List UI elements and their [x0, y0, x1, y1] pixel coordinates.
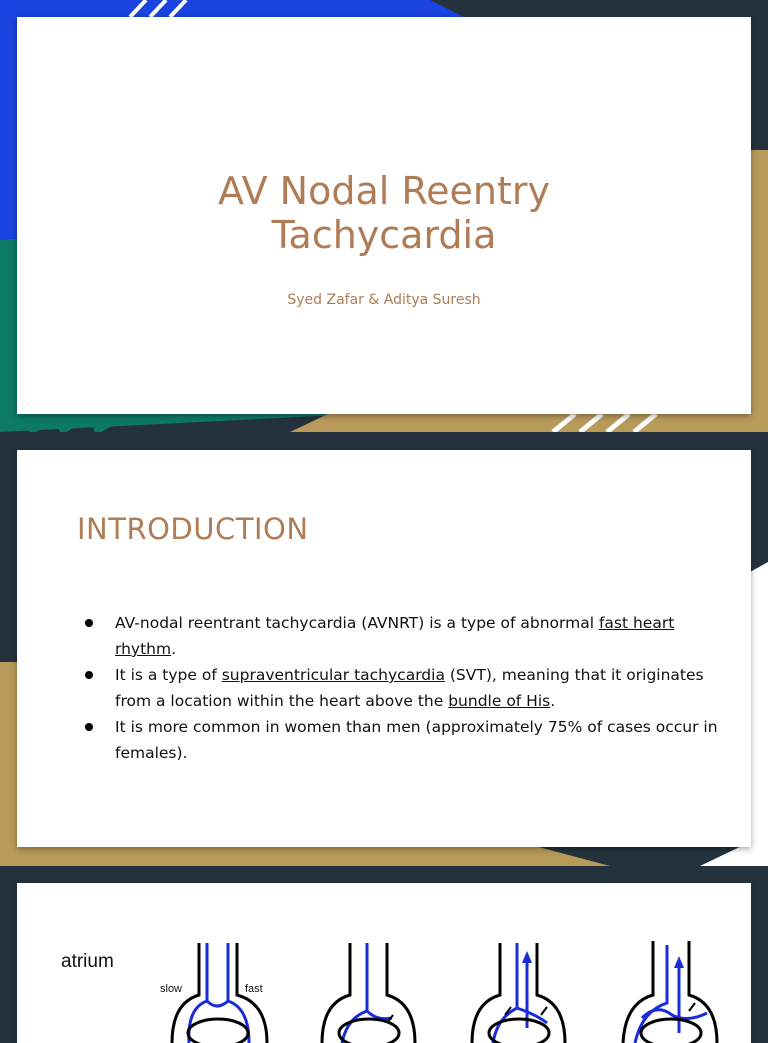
authors-subtitle: Syed Zafar & Aditya Suresh [287, 292, 481, 308]
bullet-item [79, 714, 729, 766]
presentation-title [17, 169, 751, 257]
pathway-panel-2 [322, 943, 415, 1043]
bullet-text: It is a type of [115, 666, 222, 684]
bullet-text: It is more common in women than men (approximately 75% of cases occur in females). [115, 718, 718, 762]
pathway-panel-1 [172, 943, 267, 1043]
bullet-text-middle: (SVT), meaning that it originates from a location within the heart above the [115, 666, 704, 710]
supraventricular-tachycardia-link[interactable]: supraventricular tachycardia [221, 666, 445, 684]
bullet-text: AV-nodal reentrant tachycardia (AVNRT) is a type of abnormal [115, 614, 599, 632]
title-line-1: AV Nodal Reentry [218, 169, 550, 213]
bullet-text-end: . [550, 692, 556, 710]
title-line-2: Tachycardia [271, 213, 497, 257]
atrium-label: atrium [61, 951, 114, 972]
bullet-item [79, 610, 729, 662]
bundle-of-his-link[interactable]: bundle of His [448, 692, 551, 710]
fast-heart-rhythm-link[interactable]: fast heart rhythm [115, 614, 675, 658]
bullet-text-end: . [171, 640, 177, 658]
pathway-panel-4 [623, 941, 717, 1043]
av-node-pathway-diagram [17, 883, 751, 1043]
introduction-heading: INTRODUCTION [77, 512, 309, 546]
slow-pathway-label: slow [160, 983, 183, 995]
introduction-slide [17, 450, 751, 847]
pathway-panel-3 [472, 943, 565, 1043]
diagram-slide [17, 883, 751, 1043]
introduction-bullets [79, 610, 729, 766]
bullet-item [79, 662, 729, 714]
title-slide [17, 17, 751, 414]
fast-pathway-label: fast [245, 983, 263, 995]
